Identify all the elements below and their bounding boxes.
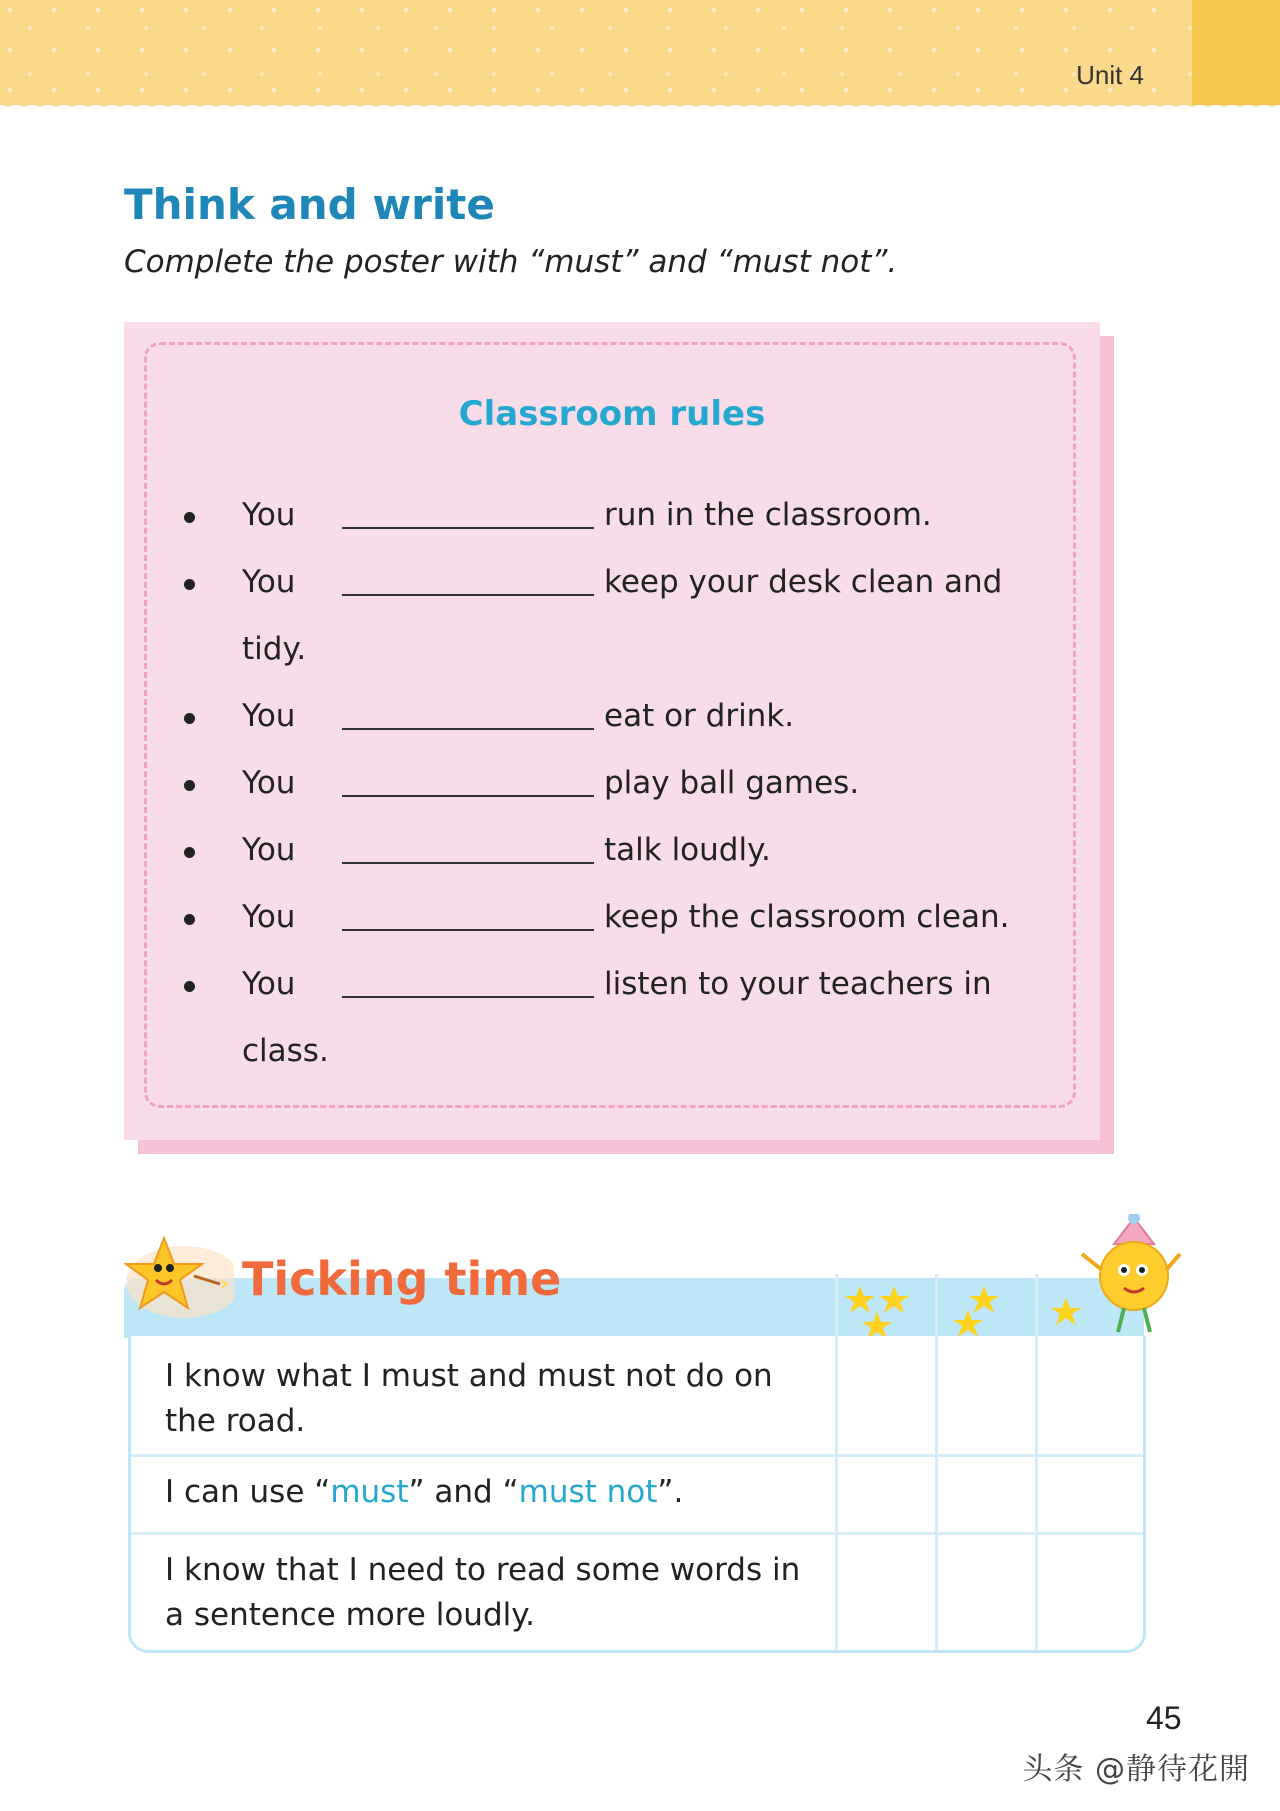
rule-item bbox=[184, 951, 1064, 1085]
rule-continuation: class. bbox=[242, 1033, 329, 1069]
row-text: I know what I must and must not do on bbox=[165, 1358, 773, 1394]
answer-blank[interactable] bbox=[342, 696, 594, 730]
rule-text: play ball games. bbox=[604, 765, 860, 801]
tick-box-two-stars[interactable] bbox=[938, 1336, 1038, 1650]
rule-subject: You bbox=[242, 832, 296, 868]
rule-subject: You bbox=[242, 564, 296, 600]
bullet-icon bbox=[184, 579, 195, 590]
classroom-rules-poster bbox=[124, 322, 1100, 1140]
table-row bbox=[131, 1470, 835, 1515]
answer-blank[interactable] bbox=[342, 495, 594, 529]
watermark: 头条 @静待花開 bbox=[1022, 1752, 1250, 1787]
two-stars-icon bbox=[942, 1284, 1022, 1344]
ball-mascot-icon bbox=[1074, 1214, 1184, 1344]
answer-blank[interactable] bbox=[342, 830, 594, 864]
rule-item bbox=[184, 817, 1064, 884]
rule-subject: You bbox=[242, 497, 296, 533]
row-text: ”. bbox=[657, 1474, 684, 1510]
rule-list bbox=[184, 482, 1064, 1085]
bullet-icon bbox=[184, 713, 195, 724]
tick-box-three-stars[interactable] bbox=[838, 1336, 938, 1650]
row-text: I know that I need to read some words in bbox=[165, 1552, 801, 1588]
page-number: 45 bbox=[1146, 1700, 1182, 1736]
section-title: Think and write bbox=[124, 180, 495, 229]
table-row bbox=[131, 1354, 835, 1444]
rule-text: run in the classroom. bbox=[604, 497, 932, 533]
rule-text: keep your desk clean and bbox=[604, 564, 1003, 600]
highlight-word: must not bbox=[518, 1474, 658, 1510]
rule-subject: You bbox=[242, 765, 296, 801]
instruction: Complete the poster with “must” and “must not”. bbox=[124, 244, 898, 280]
ticking-time-section bbox=[124, 1226, 1144, 1656]
rule-text: talk loudly. bbox=[604, 832, 771, 868]
bullet-icon bbox=[184, 780, 195, 791]
rule-subject: You bbox=[242, 966, 296, 1002]
rule-item bbox=[184, 884, 1064, 951]
rule-text: listen to your teachers in bbox=[604, 966, 992, 1002]
rule-item bbox=[184, 750, 1064, 817]
star-mascot-icon bbox=[124, 1232, 234, 1322]
row-text: the road. bbox=[165, 1403, 306, 1439]
rule-subject: You bbox=[242, 899, 296, 935]
bullet-icon bbox=[184, 914, 195, 925]
rule-continuation: tidy. bbox=[242, 631, 307, 667]
table-row bbox=[131, 1548, 835, 1638]
tick-box-one-star[interactable] bbox=[1038, 1336, 1138, 1650]
highlight-word: must bbox=[330, 1474, 409, 1510]
row-text: a sentence more loudly. bbox=[165, 1597, 536, 1633]
rule-item bbox=[184, 683, 1064, 750]
answer-blank[interactable] bbox=[342, 562, 594, 596]
ticking-table bbox=[128, 1336, 1146, 1653]
bullet-icon bbox=[184, 981, 195, 992]
poster-title: Classroom rules bbox=[458, 394, 766, 434]
unit-label: Unit 4 bbox=[1076, 60, 1144, 90]
answer-blank[interactable] bbox=[342, 763, 594, 797]
rule-text: keep the classroom clean. bbox=[604, 899, 1010, 935]
row-text: ” and “ bbox=[408, 1474, 519, 1510]
corner-tab bbox=[1192, 0, 1280, 105]
ticking-title: Ticking time bbox=[242, 1252, 562, 1306]
rule-text: eat or drink. bbox=[604, 698, 795, 734]
rule-item bbox=[184, 549, 1064, 683]
answer-blank[interactable] bbox=[342, 964, 594, 998]
bullet-icon bbox=[184, 512, 195, 523]
three-stars-icon bbox=[844, 1284, 924, 1344]
rule-item bbox=[184, 482, 1064, 549]
answer-blank[interactable] bbox=[342, 897, 594, 931]
row-text: I can use “ bbox=[165, 1474, 331, 1510]
rule-subject: You bbox=[242, 698, 296, 734]
bullet-icon bbox=[184, 847, 195, 858]
